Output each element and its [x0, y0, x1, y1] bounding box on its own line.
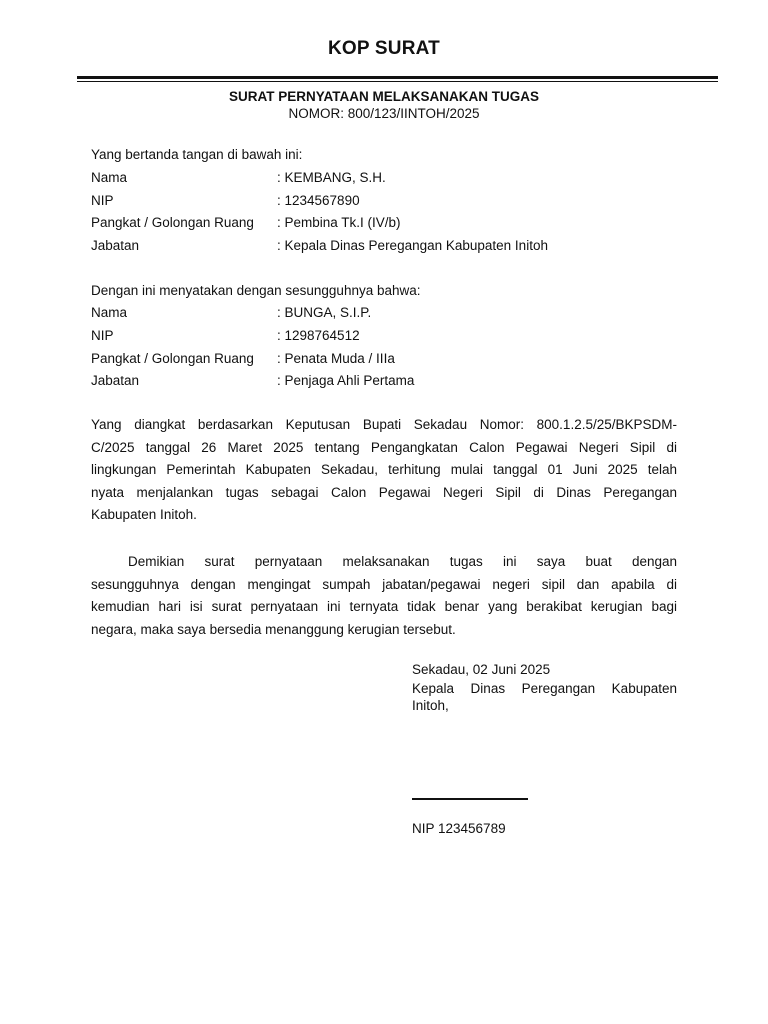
section2-row-nip [91, 327, 360, 344]
field-label: Nama [91, 170, 128, 185]
field-label: Jabatan [91, 373, 140, 388]
section2-row-position [91, 372, 414, 389]
section2-intro: Dengan ini menyatakan dengan sesungguhnya bahwa: [91, 283, 421, 298]
section1-row-name [91, 169, 386, 186]
field-label: Pangkat / Golongan Ruang [91, 215, 254, 230]
field-label: NIP [91, 328, 114, 343]
field-value: : 1298764512 [277, 328, 360, 343]
section1-row-nip [91, 192, 360, 209]
field-value: : Kepala Dinas Peregangan Kabupaten Initoh [277, 238, 548, 253]
paragraph-line: Kabupaten Initoh. [91, 507, 197, 523]
section1-row-position [91, 237, 548, 254]
document-title: SURAT PERNYATAAN MELAKSANAKAN TUGAS [228, 89, 539, 104]
section1-intro: Yang bertanda tangan di bawah ini: [91, 147, 303, 162]
paragraph-appointment [91, 414, 677, 527]
field-label: Jabatan [91, 238, 140, 253]
field-value: : Penjaga Ahli Pertama [277, 373, 415, 388]
letterhead-rule-thick [77, 76, 718, 79]
section2-row-name [91, 304, 371, 321]
paragraph-line: nyata menjalankan tugas sebagai Calon Pegawai Negeri Sipil di Dinas Peregangan [91, 484, 677, 500]
field-value: : 1234567890 [277, 193, 360, 208]
field-value: : KEMBANG, S.H. [277, 170, 386, 185]
document-number: NOMOR: 800/123/IINTOH/2025 [288, 106, 480, 121]
paragraph-line: C/2025 tanggal 26 Maret 2025 tentang Pengangkatan Calon Pegawai Negeri Sipil di [91, 439, 677, 455]
signature-place-date: Sekadau, 02 Juni 2025 [412, 662, 551, 677]
paragraph-line: kemudian hari isi surat pernyataan ini ternyata tidak benar yang berakibat kerugian bagi [91, 599, 677, 615]
field-label: Pangkat / Golongan Ruang [91, 351, 254, 366]
letterhead-title: KOP SURAT [328, 38, 440, 59]
paragraph-line: negara, maka saya bersedia menanggung kerugian tersebut. [91, 621, 456, 637]
paragraph-line: Demikian surat pernyataan melaksanakan tugas ini saya buat dengan [128, 554, 677, 569]
field-value: : Penata Muda / IIIa [277, 351, 395, 366]
field-value: : BUNGA, S.I.P. [277, 305, 372, 320]
signature-position-line2: Initoh, [412, 698, 449, 713]
section1-row-rank [91, 214, 401, 231]
section2-row-rank [91, 350, 395, 367]
paragraph-line: Yang diangkat berdasarkan Keputusan Bupati Sekadau Nomor: 800.1.2.5/25/BKPSDM- [91, 417, 677, 432]
letterhead-rule-thin [77, 81, 718, 82]
paragraph-closing [91, 551, 677, 641]
field-value: : Pembina Tk.I (IV/b) [277, 215, 401, 230]
field-label: NIP [91, 193, 114, 208]
field-label: Nama [91, 305, 128, 320]
signature-nip: NIP 123456789 [412, 821, 506, 836]
paragraph-line: lingkungan Pemerintah Kabupaten Sekadau, terhitung mulai tanggal 01 Juni 2025 telah [91, 462, 677, 478]
signature-line [412, 798, 528, 800]
signature-position-line1: Kepala Dinas Peregangan Kabupaten [412, 681, 677, 696]
paragraph-line: sesungguhnya dengan mengingat sumpah jabatan/pegawai negeri sipil dan apabila di [91, 576, 677, 592]
